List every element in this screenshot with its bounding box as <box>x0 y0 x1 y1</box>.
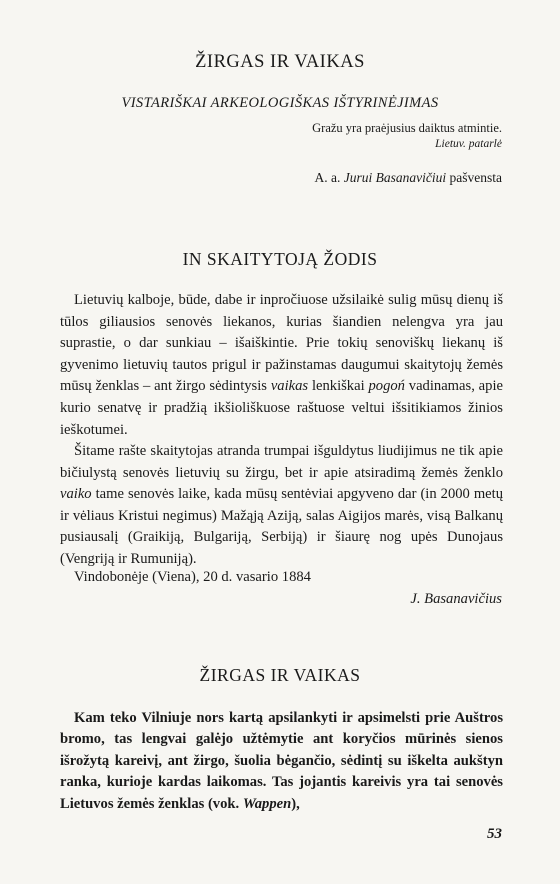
text-run: vadinamas, apie kurio senatvę ir pradžią ikšioliškuose raštuose veltui išsitikiamos žinios ieškotumei. <box>60 378 503 438</box>
epigraph <box>312 120 502 152</box>
dedication-suffix: pašvensta <box>446 170 502 185</box>
preface-paragraph-2 <box>60 441 503 571</box>
preface-paragraph-1 <box>60 290 503 441</box>
text-run: tame senovės laike, kada mūsų sentėviai apgyveno dar (in 2000 metų ir vėliaus Kristui negimus) Mažąją Aziją, salas Aigijos marės, visą Balkanų pusiausalį (Graikiją, Bulgariją, Serbiją) ir šiaurę nog upės Dunojaus (Vengriją ir Rumuniją). <box>60 486 503 567</box>
epigraph-source: Lietuv. patarlė <box>435 138 502 150</box>
text-run: ), <box>291 795 300 812</box>
dedication-name: Jurui Basanavičiui <box>343 170 447 185</box>
subtitle: VISTARIŠKAI ARKEOLOGIŠKAS IŠTYRINĖJIMAS <box>121 95 439 111</box>
epigraph-quote: Gražu yra praėjusius daiktus atmintie. <box>312 121 502 135</box>
section-title-main: ŽIRGAS IR VAIKAS <box>199 665 361 685</box>
italic-term: Wappen <box>242 795 292 812</box>
signature: J. Basanavičius <box>410 591 502 607</box>
italic-term: pogoń <box>368 378 405 395</box>
text-run: Lietuvių kalboje, būde, dabe ir inpročiuose užsilaikė sulig mūsų dienų iš tūlos giliausios senovės liekanos, kurias šiandien nelengva yra jau suprastie, o dar sunkiau – išaiškintie. Prie tokių senoviškų liekanų iš gyvenimo lietuvių tautos prigul ir pažinstamas daugumui skaitytojų žemės mūsų ženklas – ant žirgo sėdintysis <box>60 292 503 395</box>
dedication <box>315 170 502 186</box>
main-paragraph-1 <box>60 708 503 815</box>
text-run: lenkiškai <box>308 378 369 395</box>
dedication-prefix: A. a. <box>314 170 344 185</box>
italic-term: vaikas <box>270 378 309 395</box>
text-run: Šitame rašte skaitytojas atranda trumpai išguldytus liudijimus ne tik apie bičiulystą senovės lietuvių su žirgu, bet ir apie atsiradimą žemės ženklo <box>60 443 503 481</box>
page-number: 53 <box>487 826 502 842</box>
section-title-preface: IN SKAITYTOJĄ ŽODIS <box>182 249 378 269</box>
italic-term: vaiko <box>60 486 92 503</box>
page-title: ŽIRGAS IR VAIKAS <box>195 52 365 72</box>
place-date: Vindobonėje (Viena), 20 d. vasario 1884 <box>74 569 311 585</box>
text-run: Kam teko Vilniuje nors kartą apsilankyti ir apsimelsti prie Auštros bromo, tas lengvai galėjo užtėmytie ant koryčios mūrinės sienos išrožytą kareivį, ant žirgo, šuolia bėgančio, sėdintį su iškelta aukštyn ranka, kurioje kardas laikomas. Tas jojantis kareivis yra tai senovės Lietuvos žemės ženklas (vok. <box>60 710 503 812</box>
